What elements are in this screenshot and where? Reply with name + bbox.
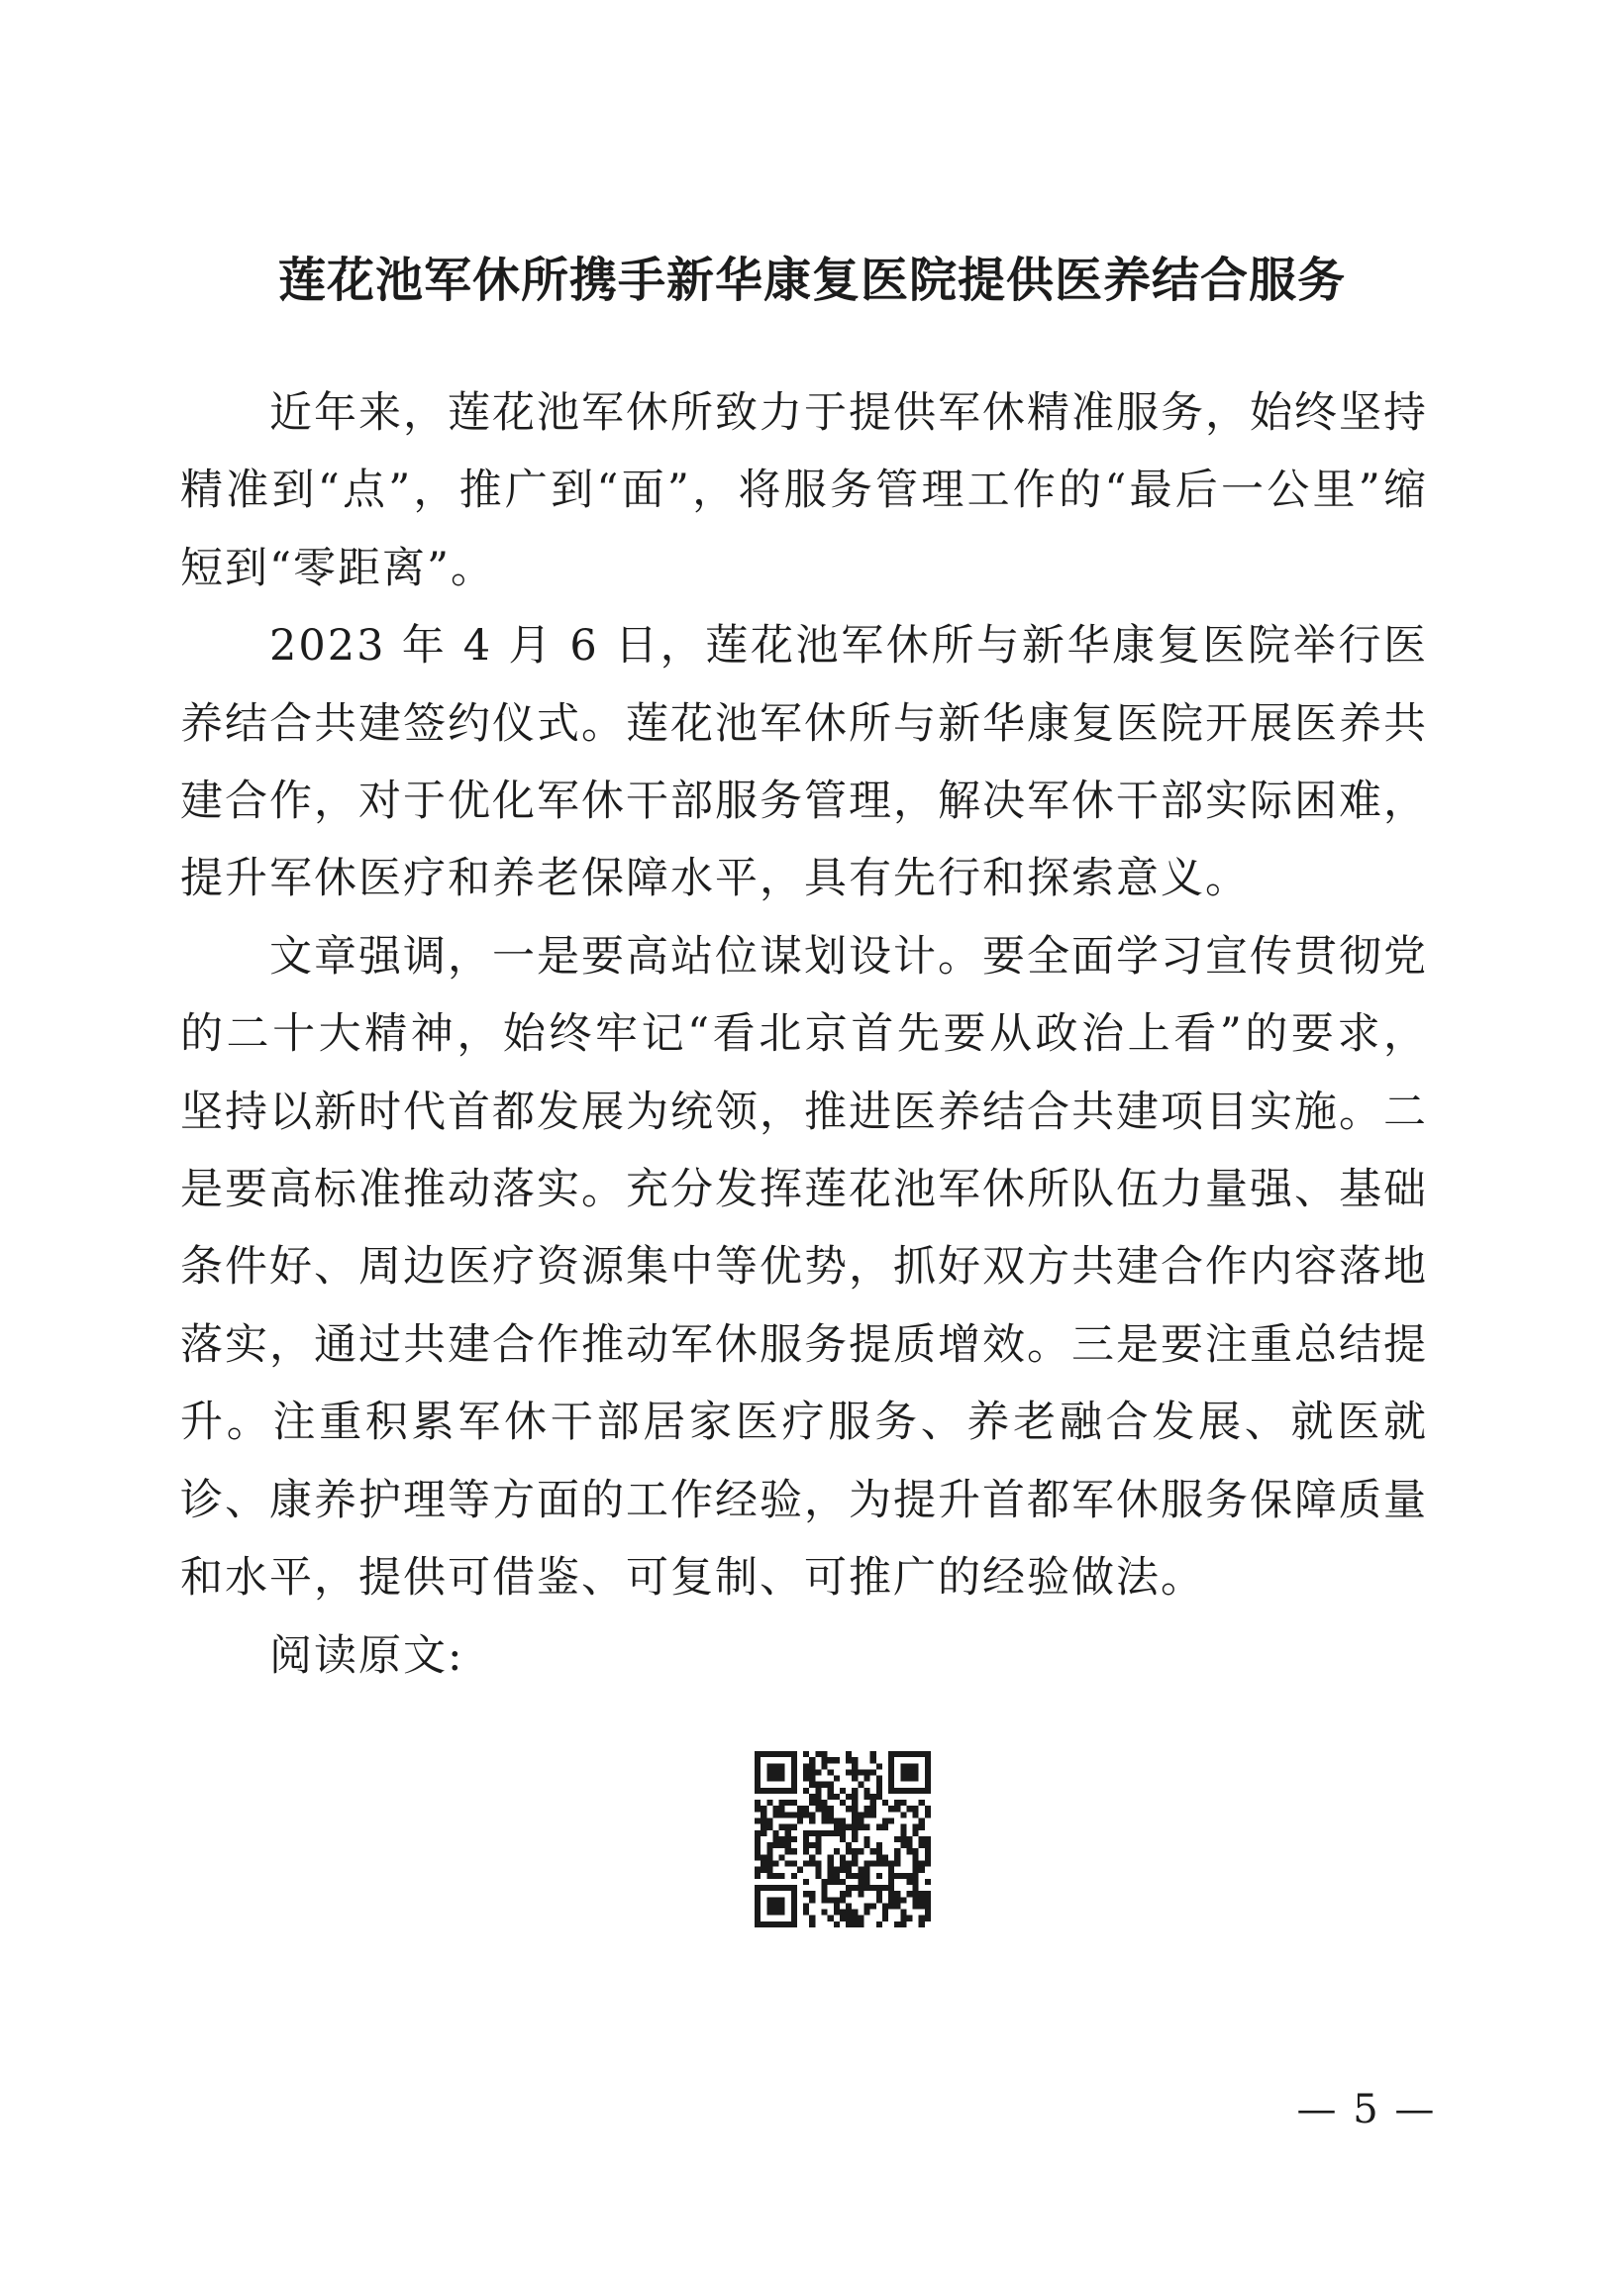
page-number: — 5 — — [1296, 2087, 1437, 2132]
qr-code-icon[interactable] — [755, 1751, 931, 1927]
paragraph-signing: 2023 年 4 月 6 日，莲花池军休所与新华康复医院举行医养结合共建签约仪式。莲花池军休所与新华康复医院开展医养共建合作，对于优化军休干部服务管理，解决军休干部实际困难，提升军休医疗和养老保障水平，具有先行和探索意义。 — [180, 621, 1428, 904]
read-original-label: 阅读原文: — [269, 1630, 464, 1681]
paragraph-emphasis: 文章强调，一是要高站位谋划设计。要全面学习宣传贯彻党的二十大精神，始终牢记“看北京首先要从政治上看”的要求，坚持以新时代首都发展为统领，推进医养结合共建项目实施。二是要高标准推动落实。充分发挥莲花池军休所队伍力量强、基础条件好、周边医疗资源集中等优势，抓好双方共建合作内容落地落实，通过共建合作推动军休服务提质增效。三是要注重总结提升。注重积累军休干部居家医疗服务、养老融合发展、就医就诊、康养护理等方面的工作经验，为提升首都军休服务保障质量和水平，提供可借鉴、可复制、可推广的经验做法。 — [180, 931, 1428, 1604]
article-body — [180, 374, 1428, 1695]
article-title: 莲花池军休所携手新华康复医院提供医养结合服务 — [277, 253, 1346, 308]
paragraph-intro: 近年来，莲花池军休所致力于提供军休精准服务，始终坚持精准到“点”，推广到“面”，将服务管理工作的“最后一公里”缩短到“零距离”。 — [180, 388, 1428, 593]
